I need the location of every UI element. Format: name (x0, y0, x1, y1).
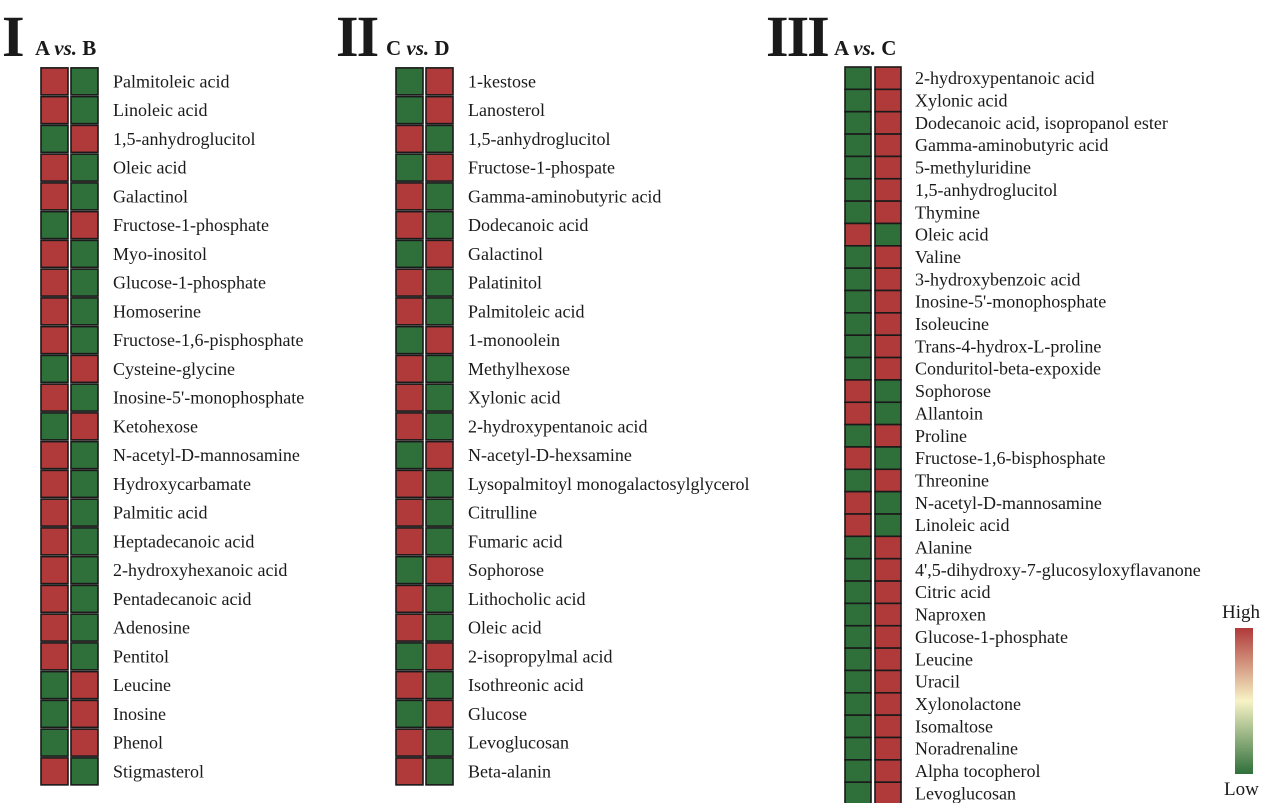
row-label-iii-18: Fructose-1,6-bisphosphate (915, 448, 1106, 469)
row-label-iii-31: Noradrenaline (915, 738, 1018, 759)
row-label-iii-16: Allantoin (915, 403, 983, 424)
row-label-ii-6: Dodecanoic acid (468, 215, 589, 236)
row-label-ii-22: Isothreonic acid (468, 675, 584, 696)
row-label-ii-19: Lithocholic acid (468, 588, 586, 609)
row-label-ii-21: 2-isopropylmal acid (468, 646, 613, 667)
row-label-i-14: N-acetyl-D-mannosamine (113, 445, 300, 466)
row-label-i-13: Ketohexose (113, 416, 198, 437)
row-label-iii-19: Threonine (915, 470, 989, 491)
row-label-i-1: Palmitoleic acid (113, 71, 230, 92)
row-label-iii-15: Sophorose (915, 381, 991, 402)
row-label-ii-12: Xylonic acid (468, 387, 561, 408)
row-label-iii-22: Alanine (915, 537, 972, 558)
row-label-i-15: Hydroxycarbamate (113, 473, 251, 494)
row-label-iii-7: Thymine (915, 202, 980, 223)
row-label-iii-32: Alpha tocopherol (915, 761, 1041, 782)
row-label-i-12: Inosine-5'-monophosphate (113, 387, 305, 408)
row-label-i-6: Fructose-1-phosphate (113, 215, 269, 236)
row-label-iii-24: Citric acid (915, 582, 991, 603)
panel-i-comparison-left: A (35, 36, 50, 60)
row-label-ii-18: Sophorose (468, 560, 544, 581)
row-label-iii-8: Oleic acid (915, 224, 989, 245)
legend-high-label: High (1222, 602, 1260, 623)
row-label-i-11: Cysteine-glycine (113, 358, 235, 379)
color-scale-bar (1235, 628, 1253, 774)
row-label-ii-24: Levoglucosan (468, 732, 569, 753)
row-label-iii-13: Trans-4-hydrox-L-proline (915, 336, 1102, 357)
row-label-iii-26: Glucose-1-phosphate (915, 626, 1068, 647)
row-label-iii-2: Xylonic acid (915, 90, 1008, 111)
row-label-i-2: Linoleic acid (113, 100, 208, 121)
row-label-i-18: 2-hydroxyhexanoic acid (113, 560, 288, 581)
row-label-ii-5: Gamma-aminobutyric acid (468, 186, 662, 207)
row-label-iii-11: Inosine-5'-monophosphate (915, 291, 1107, 312)
row-label-i-19: Pentadecanoic acid (113, 588, 252, 609)
row-label-i-3: 1,5-anhydroglucitol (113, 128, 256, 149)
row-label-iii-28: Uracil (915, 671, 960, 692)
legend-low-label: Low (1224, 779, 1259, 800)
panel-iii-comparison-left: A (834, 36, 849, 60)
row-label-ii-15: Lysopalmitoyl monogalactosylglycerol (468, 473, 750, 494)
row-label-ii-4: Fructose-1-phospate (468, 157, 615, 178)
row-label-iii-6: 1,5-anhydroglucitol (915, 179, 1058, 200)
row-label-iii-23: 4',5-dihydroxy-7-glucosyloxyflavanone (915, 559, 1201, 580)
row-label-i-8: Glucose-1-phosphate (113, 272, 266, 293)
panel-iii-comparison-right: C (881, 36, 897, 60)
row-label-i-7: Myo-inositol (113, 243, 208, 264)
row-label-i-4: Oleic acid (113, 157, 187, 178)
panel-i-label: I (2, 4, 23, 69)
panel-iii-label: III (766, 4, 828, 69)
row-label-i-20: Adenosine (113, 617, 190, 638)
row-label-iii-27: Leucine (915, 649, 973, 670)
row-label-i-23: Inosine (113, 703, 166, 724)
row-label-iii-9: Valine (915, 246, 961, 267)
row-label-i-24: Phenol (113, 732, 164, 753)
row-label-ii-14: N-acetyl-D-hexsamine (468, 445, 632, 466)
panel-i-comparison-vs: vs. (54, 36, 78, 60)
row-label-ii-3: 1,5-anhydroglucitol (468, 128, 611, 149)
row-label-i-21: Pentitol (113, 646, 170, 667)
row-label-i-16: Palmitic acid (113, 502, 208, 523)
row-label-iii-20: N-acetyl-D-mannosamine (915, 492, 1102, 513)
row-label-i-17: Heptadecanoic acid (113, 531, 255, 552)
row-label-iii-5: 5-methyluridine (915, 157, 1031, 178)
row-label-iii-12: Isoleucine (915, 314, 989, 335)
row-label-iii-14: Conduritol-beta-expoxide (915, 358, 1101, 379)
row-label-ii-1: 1-kestose (468, 71, 536, 92)
panel-ii-comparison-right: D (434, 36, 450, 60)
row-label-iii-21: Linoleic acid (915, 515, 1010, 536)
panel-iii-comparison-vs: vs. (853, 36, 877, 60)
row-label-iii-3: Dodecanoic acid, isopropanol ester (915, 112, 1168, 133)
row-label-iii-33: Levoglucosan (915, 783, 1016, 803)
row-label-iii-10: 3-hydroxybenzoic acid (915, 269, 1081, 290)
panel-ii-label: II (336, 4, 378, 69)
row-label-ii-13: 2-hydroxypentanoic acid (468, 416, 648, 437)
row-label-i-10: Fructose-1,6-pisphosphate (113, 330, 304, 351)
row-label-ii-2: Lanosterol (468, 100, 545, 121)
row-label-ii-17: Fumaric acid (468, 531, 563, 552)
row-label-ii-7: Galactinol (468, 243, 543, 264)
row-label-ii-8: Palatinitol (468, 272, 542, 293)
row-label-iii-4: Gamma-aminobutyric acid (915, 135, 1109, 156)
row-label-i-9: Homoserine (113, 301, 201, 322)
panel-ii-comparison-left: C (386, 36, 402, 60)
row-label-iii-29: Xylonolactone (915, 693, 1021, 714)
row-label-ii-20: Oleic acid (468, 617, 542, 638)
row-label-ii-10: 1-monoolein (468, 330, 560, 351)
row-label-i-22: Leucine (113, 675, 171, 696)
panel-i-comparison-right: B (82, 36, 97, 60)
panel-ii-comparison-vs: vs. (406, 36, 430, 60)
row-label-ii-11: Methylhexose (468, 358, 570, 379)
row-label-iii-1: 2-hydroxypentanoic acid (915, 68, 1095, 89)
row-label-ii-25: Beta-alanin (468, 761, 551, 782)
row-label-i-5: Galactinol (113, 186, 188, 207)
row-label-ii-23: Glucose (468, 703, 527, 724)
row-label-iii-17: Proline (915, 425, 967, 446)
row-label-ii-16: Citrulline (468, 502, 537, 523)
row-label-i-25: Stigmasterol (113, 761, 204, 782)
row-label-ii-9: Palmitoleic acid (468, 301, 585, 322)
row-label-iii-30: Isomaltose (915, 716, 993, 737)
row-label-iii-25: Naproxen (915, 604, 986, 625)
